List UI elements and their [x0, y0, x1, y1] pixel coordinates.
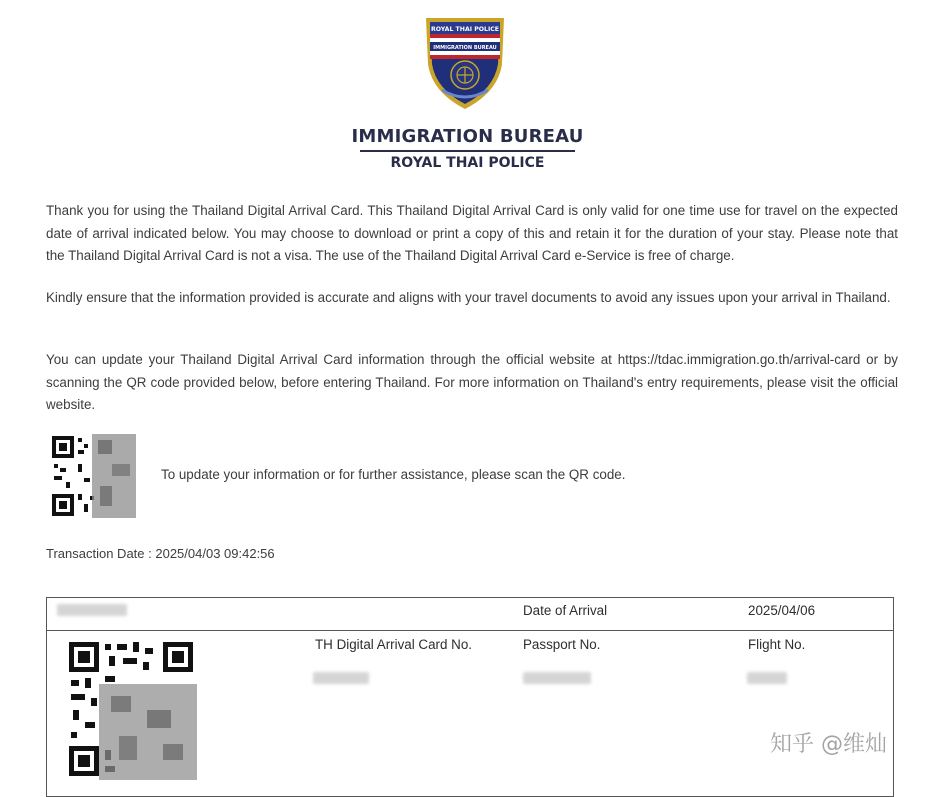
card-number-label: TH Digital Arrival Card No.: [315, 637, 473, 652]
arrival-card-box: [46, 597, 894, 797]
passport-number-label: Passport No.: [523, 637, 601, 652]
redacted-passport-number: [523, 672, 591, 684]
title-divider: [360, 150, 575, 152]
redacted-name: [57, 604, 127, 616]
qr-instruction-text: To update your information or for further assistance, please scan the QR code.: [161, 467, 626, 482]
intro-paragraph: Thank you for using the Thailand Digital Arrival Card. This Thailand Digital Arrival Card is only valid for one time use for travel on the expected date of arrival indicated below. You may choose to download or print a copy of this and retain it for the duration of your stay. Please note that the Thailand Digital Arrival Card is not a visa. The use of the Thailand Digital Arrival Card e-Service is free of charge.: [46, 203, 898, 263]
qr-code-icon: [50, 434, 136, 518]
transaction-date-label: Transaction Date :: [46, 546, 152, 561]
qr-code-icon: [67, 640, 197, 780]
svg-text:IMMIGRATION BUREAU: IMMIGRATION BUREAU: [433, 45, 497, 51]
card-divider: [47, 630, 893, 631]
svg-text:ROYAL THAI POLICE: ROYAL THAI POLICE: [430, 26, 500, 33]
update-paragraph: You can update your Thailand Digital Arrival Card information through the official website at https://tdac.immigration.go.th/arrival-card or by scanning the QR code provided below, before entering Thailand. For more information on Thailand's entry requirements, please visit the official website.: [46, 352, 898, 412]
transaction-date-value: 2025/04/03 09:42:56: [155, 546, 275, 561]
date-of-arrival-label: Date of Arrival: [523, 603, 608, 618]
royal-thai-police-shield-icon: [422, 12, 508, 112]
watermark-text: 知乎 @维灿: [770, 732, 887, 757]
redacted-card-number: [313, 672, 369, 684]
redacted-flight-number: [747, 672, 787, 684]
page-subtitle: ROYAL THAI POLICE: [390, 155, 545, 171]
page-title: IMMIGRATION BUREAU: [351, 126, 584, 147]
flight-number-label: Flight No.: [748, 637, 806, 652]
accuracy-paragraph: Kindly ensure that the information provided is accurate and aligns with your travel documents to avoid any issues upon your arrival in Thailand.: [46, 290, 891, 305]
transaction-date: [46, 546, 275, 561]
date-of-arrival-value: 2025/04/06: [748, 603, 816, 618]
